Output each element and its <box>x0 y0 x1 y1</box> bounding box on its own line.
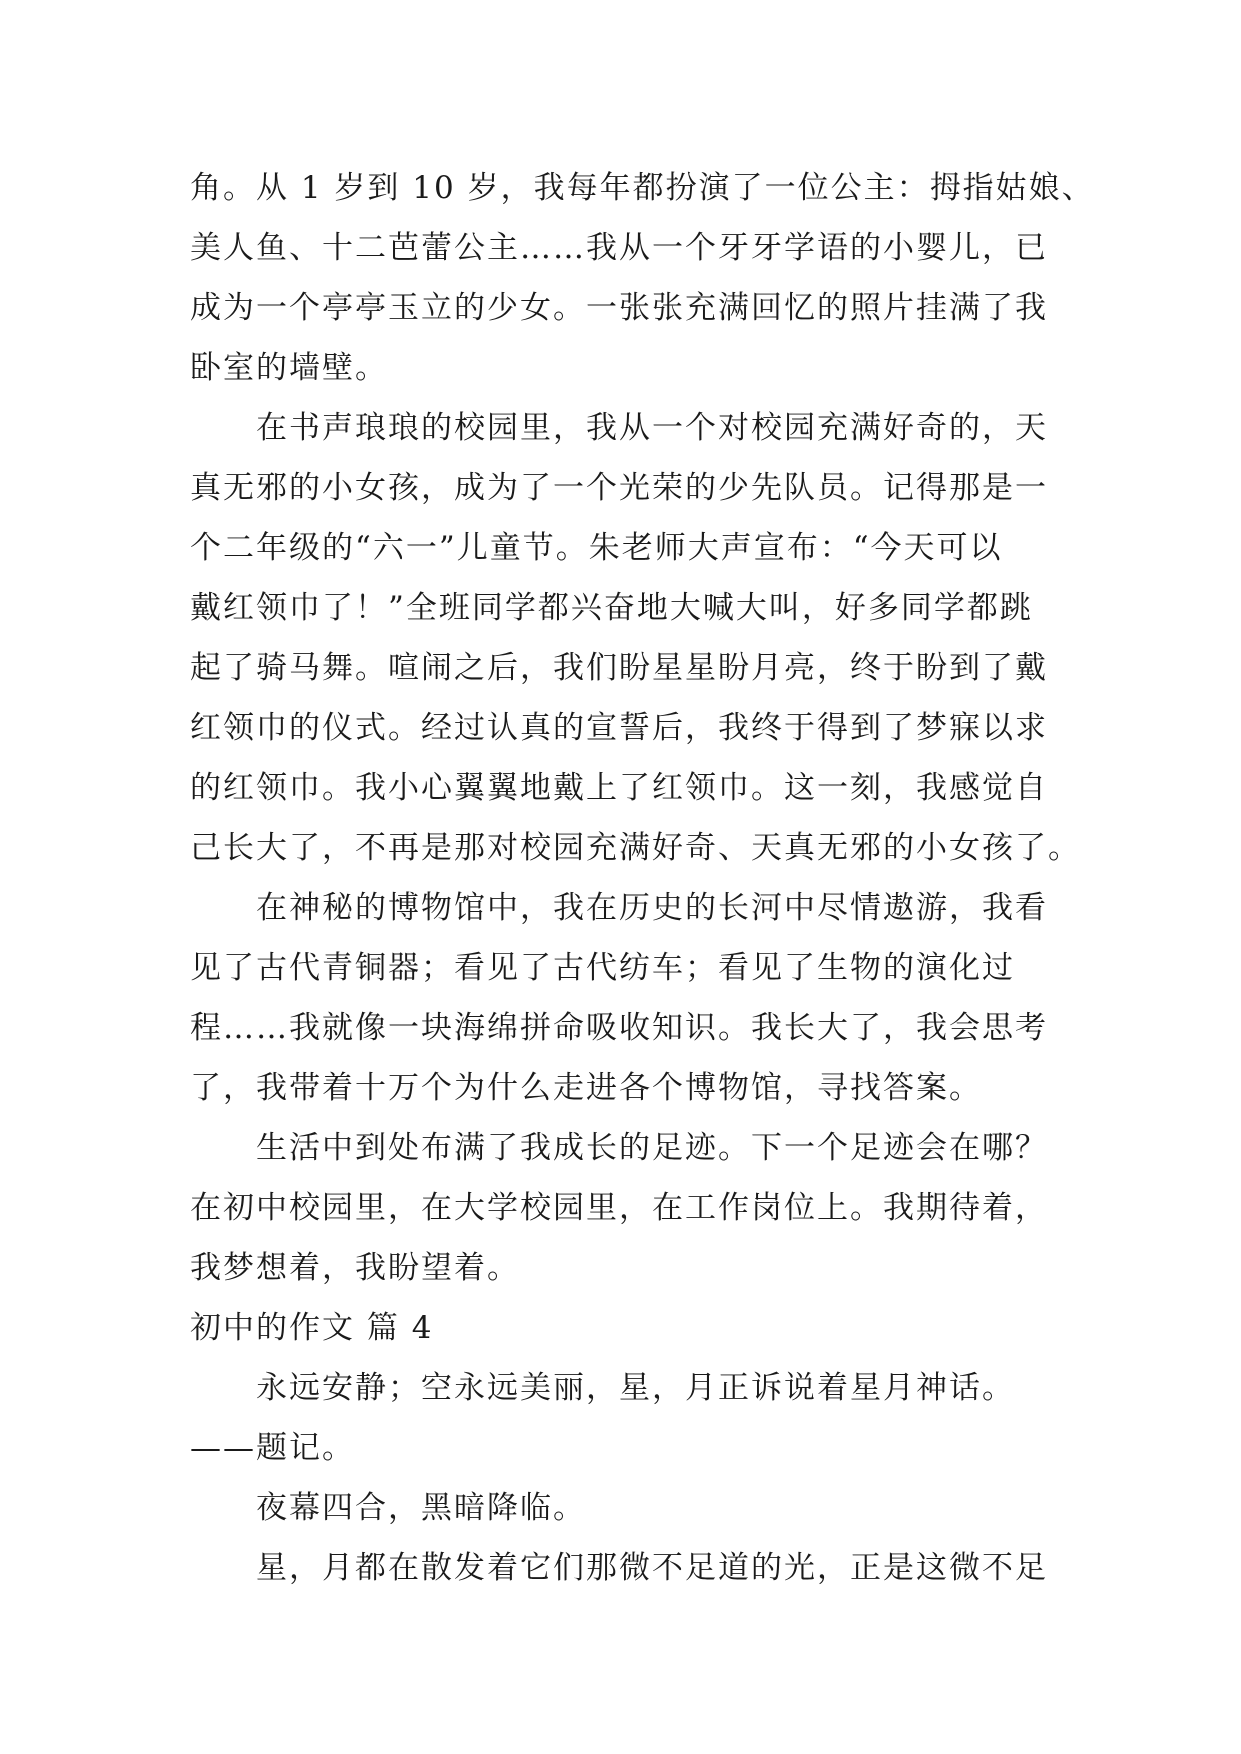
text-line: 角。从 1 岁到 10 岁，我每年都扮演了一位公主：拇指姑娘、 <box>190 170 1095 206</box>
text-line: 戴红领巾了！”全班同学都兴奋地大喊大叫，好多同学都跳 <box>190 590 1033 626</box>
text-line: ——题记。 <box>190 1430 355 1466</box>
text-line: 真无邪的小女孩，成为了一个光荣的少先队员。记得那是一 <box>190 470 1048 506</box>
paragraph-start-line: 在神秘的博物馆中，我在历史的长河中尽情遨游，我看 <box>256 890 1048 926</box>
paragraph-start-line: 星，月都在散发着它们那微不足道的光，正是这微不足 <box>256 1550 1048 1586</box>
text-line: 的红领巾。我小心翼翼地戴上了红领巾。这一刻，我感觉自 <box>190 770 1048 806</box>
paragraph-start-line: 永远安静；空永远美丽，星，月正诉说着星月神话。 <box>256 1370 1015 1406</box>
text-line: 我梦想着，我盼望着。 <box>190 1250 520 1286</box>
text-line: 程……我就像一块海绵拼命吸收知识。我长大了，我会思考 <box>190 1010 1048 1046</box>
text-line: 己长大了，不再是那对校园充满好奇、天真无邪的小女孩了。 <box>190 830 1081 866</box>
text-line: 红领巾的仪式。经过认真的宣誓后，我终于得到了梦寐以求 <box>190 710 1048 746</box>
paragraph-start-line: 夜幕四合，黑暗降临。 <box>256 1490 586 1526</box>
text-line: 卧室的墙壁。 <box>190 350 388 386</box>
text-line: 见了古代青铜器；看见了古代纺车；看见了生物的演化过 <box>190 950 1015 986</box>
paragraph-start-line: 在书声琅琅的校园里，我从一个对校园充满好奇的，天 <box>256 410 1048 446</box>
text-line: 了，我带着十万个为什么走进各个博物馆，寻找答案。 <box>190 1070 982 1106</box>
document-page <box>190 158 1095 1598</box>
text-line: 起了骑马舞。喧闹之后，我们盼星星盼月亮，终于盼到了戴 <box>190 650 1048 686</box>
section-heading: 初中的作文 篇 4 <box>190 1310 434 1346</box>
text-line: 成为一个亭亭玉立的少女。一张张充满回忆的照片挂满了我 <box>190 290 1048 326</box>
text-line: 在初中校园里，在大学校园里，在工作岗位上。我期待着， <box>190 1190 1048 1226</box>
paragraph-start-line: 生活中到处布满了我成长的足迹。下一个足迹会在哪？ <box>256 1130 1048 1166</box>
text-line: 个二年级的“六一”儿童节。朱老师大声宣布：“今天可以 <box>190 530 1003 566</box>
text-line: 美人鱼、十二芭蕾公主……我从一个牙牙学语的小婴儿，已 <box>190 230 1048 266</box>
